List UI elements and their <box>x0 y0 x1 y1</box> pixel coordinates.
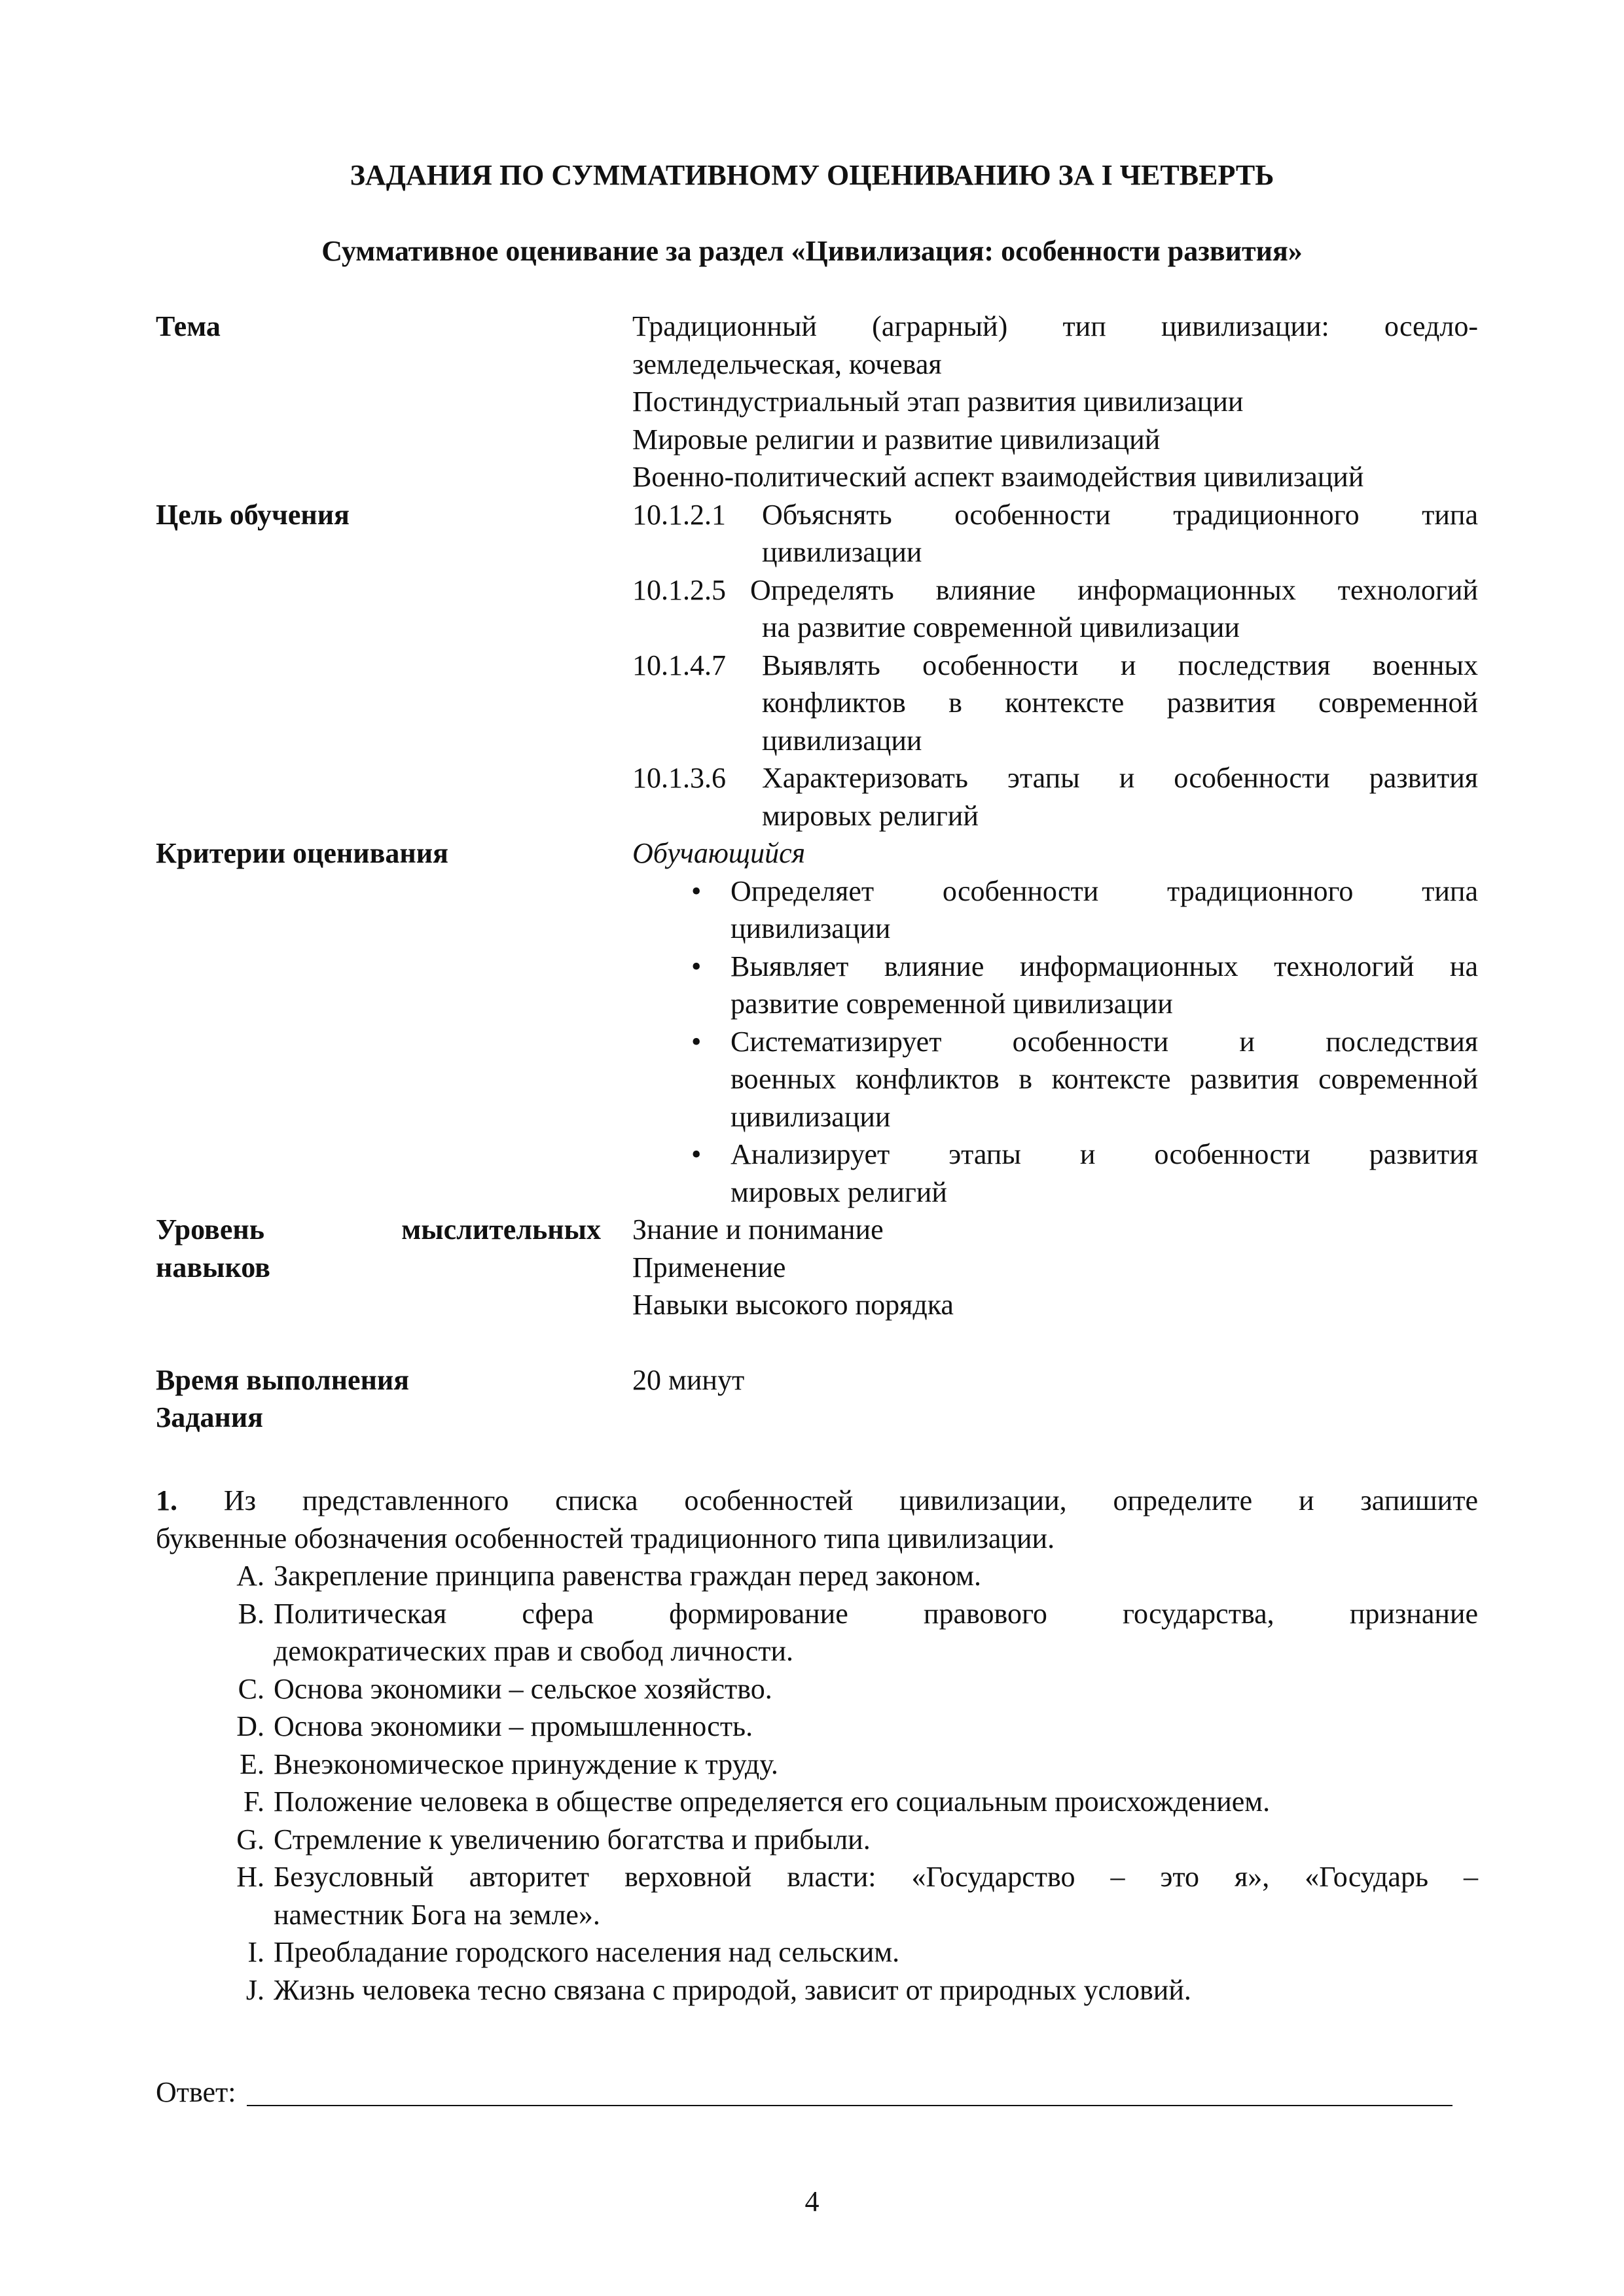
criteria-text: Выявляет влияние информационных технологий на <box>731 950 1478 982</box>
criteria-item <box>632 948 1478 1023</box>
learning-objective <box>632 759 1478 834</box>
goal-row <box>156 496 1478 835</box>
objective-text: Выявлять особенности и последствия военных <box>762 649 1478 681</box>
objective-code: 10.1.2.1 <box>632 498 726 531</box>
option-text: Преобладание городского населения над сельским. <box>274 1936 900 1968</box>
topic-line: Традиционный (аграрный) тип цивилизации: оседло- <box>632 310 1478 342</box>
criteria-text-cont: развитие современной цивилизации <box>731 988 1173 1020</box>
criteria-text: Определяет особенности традиционного типа <box>731 874 1478 907</box>
topic-row <box>156 308 1478 496</box>
objective-text-cont: цивилизации <box>762 536 922 568</box>
criteria-item <box>632 872 1478 948</box>
criteria-list <box>632 872 1478 1211</box>
option-item <box>156 1821 1478 1859</box>
answer-blank-line[interactable] <box>247 2105 1453 2106</box>
question-text <box>156 1482 1478 1520</box>
option-item <box>156 1595 1478 1670</box>
objective-text: Характеризовать этапы и особенности развития <box>762 762 1478 794</box>
option-item <box>156 1557 1478 1595</box>
option-letter: F. <box>244 1785 264 1818</box>
option-text: Положение человека в обществе определяется его социальным происхождением. <box>274 1785 1271 1818</box>
assessment-spec-table <box>156 308 1478 1437</box>
option-item <box>156 1783 1478 1821</box>
objective-text: Объяснять особенности традиционного типа <box>762 498 1478 531</box>
time-label-line: Задания <box>156 1401 263 1433</box>
objective-text-cont: конфликтов в контексте развития современной цивилизации <box>762 687 1478 757</box>
criteria-text-cont: цивилизации <box>731 912 891 944</box>
option-letter: G. <box>236 1823 264 1856</box>
option-text: Политическая сфера формирование правового государства, признание <box>274 1597 1478 1630</box>
option-text: Основа экономики – промышленность. <box>274 1710 753 1742</box>
option-item <box>156 1708 1478 1746</box>
option-letter: D. <box>236 1710 264 1742</box>
skills-value <box>632 1211 1478 1324</box>
option-item <box>156 1933 1478 1971</box>
answer-label: Ответ: <box>156 2076 236 2108</box>
option-item <box>156 1858 1478 1933</box>
objective-text-cont: мировых религий <box>762 799 979 832</box>
criteria-intro: Обучающийся <box>632 837 806 869</box>
question-1 <box>156 1482 1478 2009</box>
option-text: Жизнь человека тесно связана с природой, зависит от природных условий. <box>274 1973 1191 2006</box>
learning-objective <box>632 647 1478 760</box>
option-text: Внеэкономическое принуждение к труду. <box>274 1748 778 1780</box>
criteria-text: Анализирует этапы и особенности развития <box>731 1138 1478 1170</box>
bullet-icon: • <box>691 1025 702 1058</box>
skills-label-word: мыслительных <box>401 1213 601 1246</box>
time-row <box>156 1361 1478 1437</box>
skills-label-word: навыков <box>156 1251 270 1283</box>
criteria-text-cont: военных конфликтов в контексте развития современной цивилизации <box>731 1063 1478 1133</box>
skills-label <box>156 1211 632 1286</box>
objective-code: 10.1.3.6 <box>632 762 726 794</box>
objective-text: Определять влияние информационных технологий <box>750 573 1478 606</box>
option-text: Основа экономики – сельское хозяйство. <box>274 1672 772 1705</box>
topic-line: Мировые религии и развитие цивилизаций <box>632 423 1161 456</box>
criteria-text-cont: мировых религий <box>731 1175 947 1208</box>
document-title: ЗАДАНИЯ ПО СУММАТИВНОМУ ОЦЕНИВАНИЮ ЗА I ЧЕТВЕРТЬ <box>350 159 1274 191</box>
question-text-first: Из представленного списка особенностей цивилизации, определите и запишите <box>223 1484 1478 1516</box>
criteria-item <box>632 1023 1478 1136</box>
topic-line: Постиндустриальный этап развития цивилизации <box>632 386 1244 418</box>
option-letter: E. <box>240 1748 264 1780</box>
criteria-item <box>632 1136 1478 1211</box>
document-subtitle: Суммативное оценивание за раздел «Цивилизация: особенности развития» <box>321 235 1303 267</box>
criteria-row <box>156 834 1478 1211</box>
option-letter: H. <box>236 1861 264 1893</box>
option-text: Закрепление принципа равенства граждан перед законом. <box>274 1560 982 1592</box>
options-list <box>156 1557 1478 2009</box>
option-text-cont: наместник Бога на земле». <box>274 1898 600 1931</box>
goal-value <box>632 496 1478 835</box>
option-item <box>156 1746 1478 1784</box>
option-letter: I. <box>247 1936 264 1968</box>
criteria-text: Систематизирует особенности и последствия <box>731 1025 1478 1058</box>
topic-line: Военно-политический аспект взаимодействия цивилизаций <box>632 461 1364 493</box>
time-value: 20 минут <box>632 1363 745 1396</box>
option-text-cont: демократических прав и свобод личности. <box>274 1635 793 1667</box>
option-letter: C. <box>238 1672 264 1705</box>
goal-label: Цель обучения <box>156 498 350 531</box>
option-text: Стремление к увеличению богатства и прибыли. <box>274 1823 871 1856</box>
topic-value <box>632 308 1478 496</box>
skills-label-word: Уровень <box>156 1213 264 1246</box>
question-text-cont: буквенные обозначения особенностей традиционного типа цивилизации. <box>156 1522 1055 1554</box>
learning-objective <box>632 571 1478 647</box>
skills-row <box>156 1211 1478 1324</box>
criteria-value <box>632 834 1478 1211</box>
bullet-icon: • <box>691 1138 702 1170</box>
learning-objective <box>632 496 1478 571</box>
bullet-icon: • <box>691 950 702 982</box>
answer-field[interactable] <box>156 2073 1453 2111</box>
page-number: 4 <box>804 2185 820 2217</box>
objective-code: 10.1.4.7 <box>632 649 726 681</box>
time-label <box>156 1361 632 1437</box>
option-letter: J. <box>245 1973 264 2006</box>
question-number: 1. <box>156 1484 177 1516</box>
objective-code: 10.1.2.5 <box>632 573 726 606</box>
topic-label: Тема <box>156 310 221 342</box>
option-item <box>156 1670 1478 1708</box>
time-label-line: Время выполнения <box>156 1363 410 1396</box>
objective-text-cont: на развитие современной цивилизации <box>762 611 1240 643</box>
option-letter: A. <box>236 1560 264 1592</box>
criteria-label: Критерии оценивания <box>156 837 448 869</box>
option-letter: B. <box>238 1597 264 1630</box>
skill-level: Навыки высокого порядка <box>632 1289 954 1321</box>
option-text: Безусловный авторитет верховной власти: «Государство – это я», «Государь – <box>274 1861 1478 1893</box>
skill-level: Знание и понимание <box>632 1213 884 1246</box>
topic-line: земледельческая, кочевая <box>632 348 942 380</box>
option-item <box>156 1971 1478 2009</box>
skill-level: Применение <box>632 1251 786 1283</box>
bullet-icon: • <box>691 874 702 907</box>
